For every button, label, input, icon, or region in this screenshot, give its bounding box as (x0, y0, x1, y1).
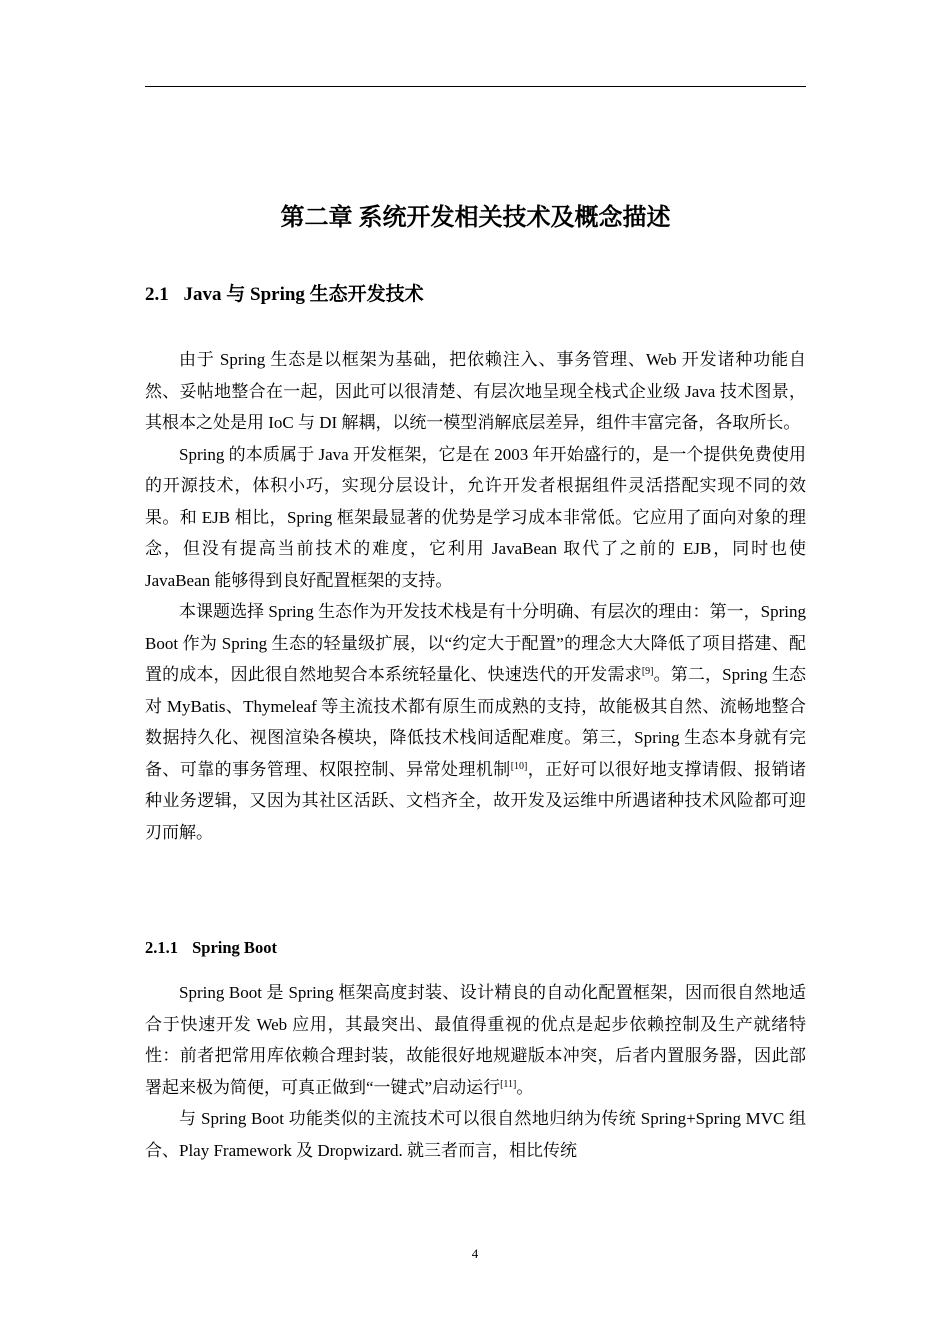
paragraph (145, 596, 806, 848)
paragraph-text: Spring Boot 是 Spring 框架高度封装、设计精良的自动化配置框架，因而很自然地适合于快速开发 Web 应用，其最突出、最值得重视的优点是起步依赖控制及生产就绪特性：前者把常用库依赖合理封装，故能很好地规避版本冲突，后者内置服务器，因此部署起来极为简便，可真正做到“一键式”启动运行 (145, 983, 806, 1097)
section-title: Java 与 Spring 生态开发技术 (183, 284, 424, 305)
paragraph-text: 。 (516, 1077, 534, 1097)
header-rule (145, 86, 806, 87)
paragraph-text: 。第二，Spring 生态对 MyBatis、Thymeleaf 等主流技术都有原生而成熟的支持，故能极其自然、流畅地整合数据持久化、视图渲染各模块，降低技术栈间适配难度。第三，Spring 生态本身就有完备、可靠的事务管理、权限控制、异常处理机制 (145, 665, 806, 779)
chapter-title: 第二章 系统开发相关技术及概念描述 (280, 205, 671, 231)
section-number: 2.1 (145, 284, 169, 305)
citation-ref: [11] (500, 1078, 517, 1090)
section-body (145, 344, 806, 848)
subsection-number: 2.1.1 (145, 938, 178, 957)
paragraph (145, 977, 806, 1103)
paragraph-text: ，正好可以很好地支撑请假、报销诸种业务逻辑，又因为其社区活跃、文档齐全，故开发及运维中所遇诸种技术风险都可迎刃而解。 (145, 759, 807, 842)
paragraph-text: 本课题选择 Spring 生态作为开发技术栈是有十分明确、有层次的理由：第一，Spring Boot 作为 Spring 生态的轻量级扩展，以“约定大于配置”的理念大大降低了项目搭建、配置的成本，因此很自然地契合本系统轻量化、快速迭代的开发需求 (145, 602, 806, 684)
page-number: 4 (471, 1246, 479, 1261)
subsection-body (145, 977, 806, 1166)
subsection-title: Spring Boot (192, 938, 277, 957)
citation-ref: [10] (510, 760, 528, 772)
subsection-heading (145, 932, 277, 964)
paragraph: 与 Spring Boot 功能类似的主流技术可以很自然地归纳为传统 Spring+Spring MVC 组合、Play Framework 及 Dropwizard. 就三者而言，相比传统 (145, 1109, 806, 1160)
section-heading (145, 278, 424, 312)
paragraph: Spring 的本质属于 Java 开发框架，它是在 2003 年开始盛行的，是一个提供免费使用的开源技术，体积小巧，实现分层设计，允许开发者根据组件灵活搭配实现不同的效果。和 EJB 相比，Spring 框架最显著的优势是学习成本非常低。它应用了面向对象的理念，但没有提高当前技术的难度，它利用 JavaBean 取代了之前的 EJB，同时也使 JavaBean 能够得到良好配置框架的支持。 (145, 444, 806, 590)
paragraph: 由于 Spring 生态是以框架为基础，把依赖注入、事务管理、Web 开发诸种功能自然、妥帖地整合在一起，因此可以很清楚、有层次地呈现全栈式企业级 Java 技术图景，其根本之处是用 IoC 与 DI 解耦，以统一模型消解底层差异，组件丰富完备，各取所长。 (145, 350, 806, 432)
citation-ref: [9] (641, 666, 654, 677)
